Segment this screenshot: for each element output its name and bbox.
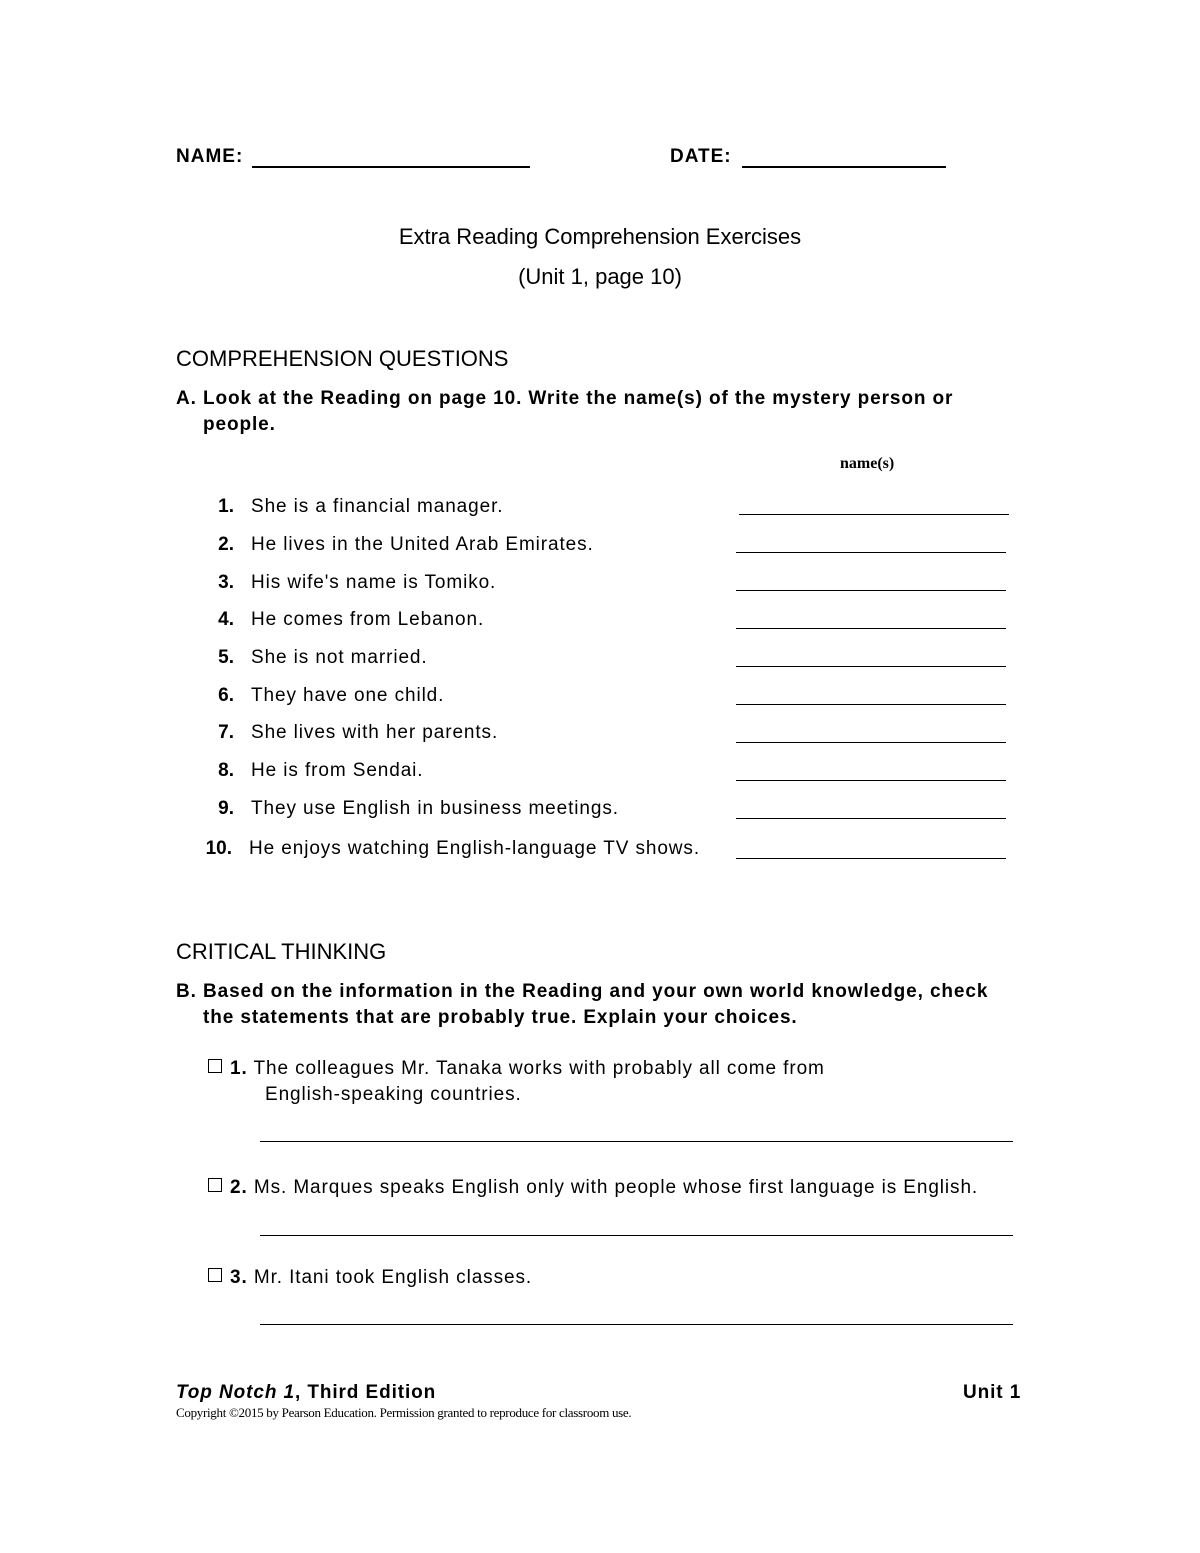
statement-item	[208, 1265, 532, 1291]
question-number: 10.	[205, 838, 232, 859]
answer-line[interactable]	[736, 858, 1006, 859]
footer-book-title	[176, 1382, 436, 1404]
statement-text-cont: English-speaking countries.	[265, 1084, 522, 1105]
answer-line[interactable]	[736, 742, 1006, 743]
question-text: They use English in business meetings.	[251, 798, 619, 819]
section-b-instruction: B. Based on the information in the Reading and your own world knowledge, check	[176, 981, 989, 1002]
statement-number: 2.	[230, 1177, 248, 1198]
book-title: Top Notch 1	[176, 1382, 295, 1403]
section-b-instruction-cont: the statements that are probably true. Explain your choices.	[203, 1007, 798, 1028]
checkbox[interactable]	[208, 1268, 222, 1282]
answer-line[interactable]	[736, 666, 1006, 667]
section-a-heading: COMPREHENSION QUESTIONS	[176, 346, 509, 371]
question-number: 2.	[218, 534, 234, 555]
footer-unit: Unit 1	[963, 1382, 1022, 1403]
question-text: She lives with her parents.	[251, 722, 499, 743]
statement-text: The colleagues Mr. Tanaka works with probably all come from	[253, 1058, 825, 1079]
book-edition: , Third Edition	[294, 1382, 437, 1403]
explanation-line[interactable]	[260, 1235, 1013, 1236]
checkbox[interactable]	[208, 1178, 222, 1192]
question-text: She is not married.	[251, 647, 428, 668]
question-text: They have one child.	[251, 685, 445, 706]
statement-number: 3.	[230, 1267, 248, 1288]
explanation-line[interactable]	[260, 1141, 1013, 1142]
section-a-instruction-cont: people.	[203, 414, 276, 435]
answer-line[interactable]	[736, 704, 1006, 705]
question-number: 6.	[218, 685, 234, 706]
name-label: NAME:	[176, 146, 244, 167]
copyright-notice: Copyright ©2015 by Pearson Education. Permission granted to reproduce for classroom use.	[176, 1405, 632, 1420]
statement-item	[208, 1175, 978, 1201]
answer-line[interactable]	[736, 590, 1006, 591]
question-number: 3.	[218, 572, 234, 593]
date-field[interactable]	[742, 166, 946, 168]
section-a-instruction: A. Look at the Reading on page 10. Write the name(s) of the mystery person or	[176, 388, 954, 409]
question-text: He enjoys watching English-language TV shows.	[249, 838, 700, 859]
statement-text: Ms. Marques speaks English only with people whose first language is English.	[253, 1177, 979, 1198]
question-number: 5.	[218, 647, 234, 668]
answer-line[interactable]	[736, 780, 1006, 781]
explanation-line[interactable]	[260, 1324, 1013, 1325]
answer-line[interactable]	[736, 628, 1006, 629]
page-title: Extra Reading Comprehension Exercises	[398, 224, 802, 249]
question-text: She is a financial manager.	[251, 496, 504, 517]
question-number: 9.	[218, 798, 234, 819]
answer-line[interactable]	[739, 514, 1009, 515]
answer-line[interactable]	[736, 818, 1006, 819]
question-text: He comes from Lebanon.	[251, 609, 485, 630]
question-text: He is from Sendai.	[251, 760, 424, 781]
question-text: He lives in the United Arab Emirates.	[251, 534, 594, 555]
question-number: 4.	[218, 609, 234, 630]
question-number: 1.	[218, 496, 234, 517]
question-number: 8.	[218, 760, 234, 781]
checkbox[interactable]	[208, 1059, 222, 1073]
statement-text: Mr. Itani took English classes.	[253, 1267, 533, 1288]
name-field[interactable]	[252, 166, 530, 168]
question-text: His wife's name is Tomiko.	[251, 572, 497, 593]
question-number: 7.	[218, 722, 234, 743]
date-label: DATE:	[670, 146, 732, 167]
statement-number: 1.	[230, 1058, 248, 1079]
section-b-heading: CRITICAL THINKING	[176, 939, 387, 964]
page-subtitle: (Unit 1, page 10)	[518, 264, 682, 289]
statement-item	[208, 1056, 825, 1082]
answer-line[interactable]	[736, 552, 1006, 553]
names-column-header: name(s)	[840, 455, 895, 472]
